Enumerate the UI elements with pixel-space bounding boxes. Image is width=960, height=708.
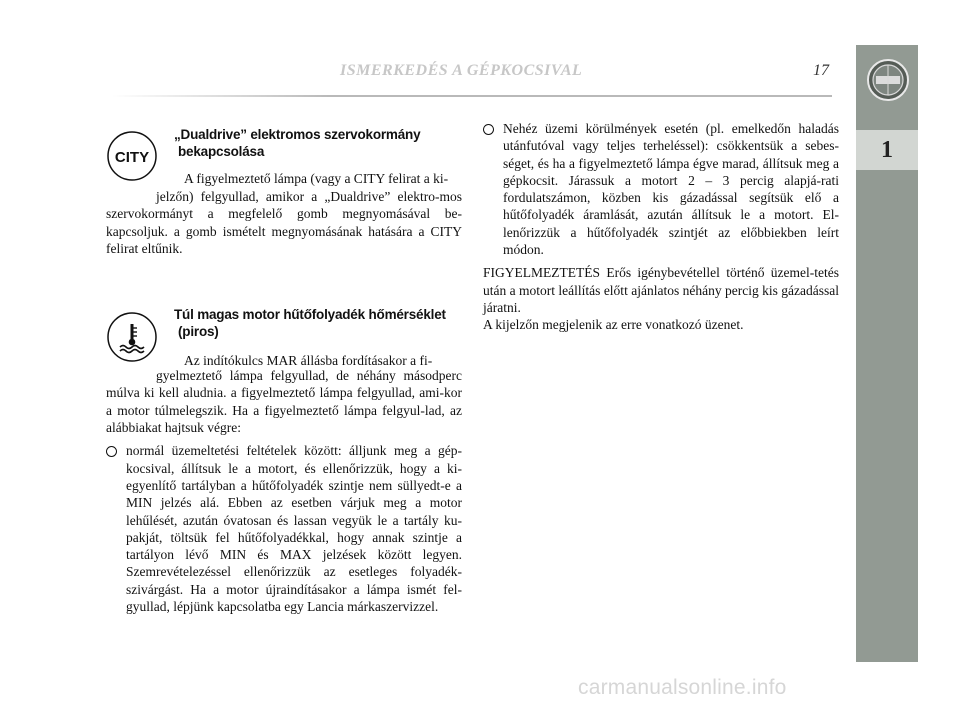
right-bullet-text: Nehéz üzemi körülmények esetén (pl. emelkedőn haladás utánfutóval vagy teljes terheléssel): csökkentsük a sebes-séget, és ha a figyelmeztető lámpa égve marad, állítsuk meg a gépkocsit. Járassuk a motort 2 – 3 percig alapjá-rati fordulatszámon, közben kis gázadással segítsük elő a hűtőfolyadék áramlását, azután állítsuk le a motort. El-lenőrizzük a hűtőfolyadék szintjét az előbbiekben leírt módon. xyxy=(503,121,839,258)
temp-bullet-text: normál üzemeltetési feltételek között: álljunk meg a gép-kocsival, állítsuk le a motort, és ellenőrizzük, hogy a ki-egyenlítő tartályban a hűtőfolyadék szintje nem süllyedt-e a MIN jelzés alá. Ebben az esetben várjuk meg a motor lehűlését, azután óvatosan és lassan vegyük le a tartály ku-pakját, töltsük fel hűtőfolyadékkal, hogy annak szintje a tartályon lévő MIN és MAX jelzések között legyen. Szemrevételezéssel ellenőrizzük az esetleges folyadék-szivárgást. Ha a motor újraindításakor a lámpa ismét fel-gyullad, lépjünk kapcsolatba egy Lancia márkaszervizzel. xyxy=(126,443,462,615)
header-rule xyxy=(112,95,832,97)
watermark: carmanualsonline.info xyxy=(578,676,787,699)
city-steering-icon xyxy=(106,130,158,182)
temp-paragraph: gyelmeztető lámpa felgyullad, de néhány másodperc múlva ki kell aludnia. a figyelmeztető lámpa felgyullad, ami-kor a motor túlmelegszik. Ha a figyelmeztető lámpa felgyul-lad, az alábbiakat hajtsuk végre: xyxy=(106,368,462,436)
temp-heading-line1: Túl magas motor hűtőfolyadék hőmérséklet xyxy=(174,307,446,323)
temp-section xyxy=(106,299,462,369)
bullet-icon xyxy=(106,446,117,457)
chapter-number: 1 xyxy=(856,130,918,170)
right-column xyxy=(483,120,839,334)
city-paragraph: jelzőn) felgyullad, amikor a „Dualdrive” elektro-mos szervokormányt a megfelelő gomb megnyomásával be-kapcsoljuk. a gomb ismételt megnyomásának hatására a CITY felirat eltűnik. xyxy=(106,189,462,256)
list-item xyxy=(106,442,462,615)
city-heading-line2: bekapcsolása xyxy=(178,144,265,159)
warning-paragraph: FIGYELMEZTETÉS Erős igénybevétellel történő üzemel-tetés után a motort leállítás előtt ajánlatos néhány percig kis gázadással járatni. xyxy=(483,265,839,315)
temp-bullet-list xyxy=(106,442,462,615)
running-header: ISMERKEDÉS A GÉPKOCSIVAL xyxy=(340,62,583,79)
city-paragraph-intro: A figyelmeztető lámpa (vagy a CITY felirat a ki- xyxy=(184,171,449,186)
temp-paragraph-intro: Az indítókulcs MAR állásba fordításakor a fi- xyxy=(184,353,433,369)
right-bullet-list xyxy=(483,120,839,258)
city-icon-label: CITY xyxy=(114,149,150,166)
bullet-icon xyxy=(483,124,494,135)
left-column xyxy=(106,120,462,615)
city-heading-line1: „Dualdrive” elektromos szervokormány xyxy=(174,127,421,142)
list-item xyxy=(483,120,839,258)
page-number: 17 xyxy=(813,62,829,79)
display-note: A kijelzőn megjelenik az erre vonatkozó üzenet. xyxy=(483,317,744,333)
coolant-temperature-icon xyxy=(106,311,158,363)
city-section xyxy=(106,120,462,190)
lancia-logo-icon xyxy=(866,58,910,102)
temp-heading-line2: (piros) xyxy=(178,324,219,340)
